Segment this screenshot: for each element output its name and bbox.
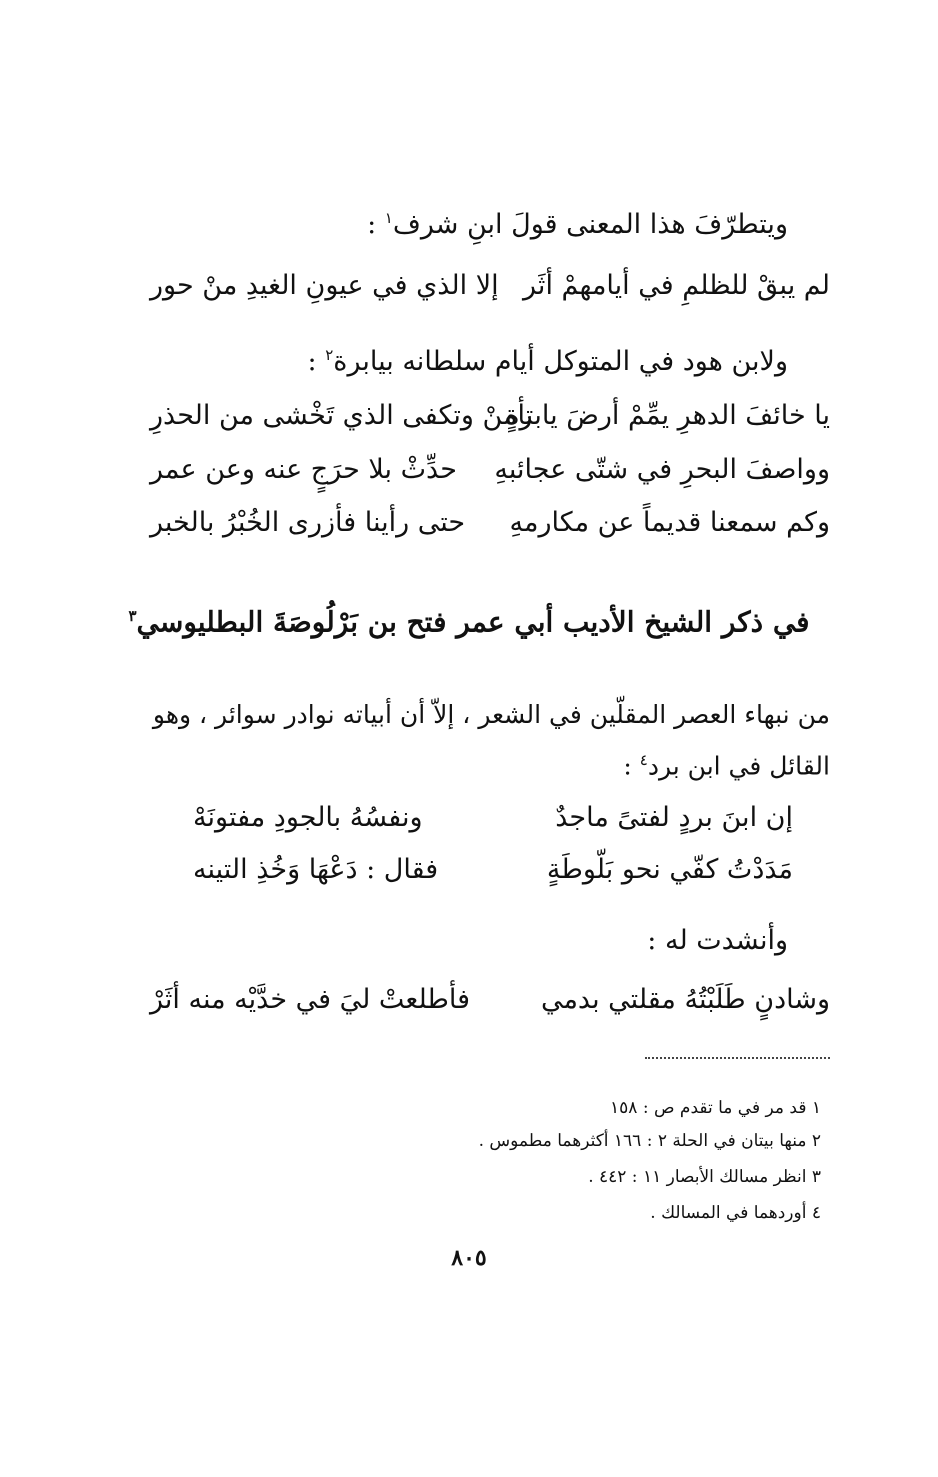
verse-second-hemistich: حتى رأينا فأزرى الخُبْرُ بالخبر [150, 507, 466, 538]
intro-text: ويتطرّفَ هذا المعنى قولَ ابنِ شرف [392, 209, 788, 240]
verse-first-hemistich: وشادنٍ طَلَبْتُهُ مقلتي بدمي [540, 984, 830, 1015]
verse-first-hemistich: يا خائفَ الدهرِ يمِّمْ أرضَ يابرةٍ [505, 400, 830, 431]
verse-line [150, 268, 830, 304]
verse-second-hemistich: فقال : دَعْهَا وَخُذِ التينه [193, 854, 439, 885]
paragraph-line-1 [153, 697, 830, 733]
paragraph-line-2 [623, 742, 830, 784]
verse-first-hemistich: لم يبقْ للظلمِ في أيامهمْ أثَر [523, 270, 830, 301]
intro-line-ibn-hud [308, 337, 788, 380]
intro-text: ولابن هود في المتوكل أيام سلطانه بيابرة [333, 346, 788, 377]
footnote-2: ٢ منها بيتان في الحلة ٢ : ١٦٦ أكثرهما مطموس . [478, 1131, 821, 1151]
footnote-3: ٣ انظر مسالك الأبصار ١١ : ٤٤٢ . [588, 1167, 821, 1187]
verse-second-hemistich: تأمنْ وتكفى الذي تَخْشى من الحذرِ [150, 400, 534, 431]
footnote-ref: ٣ [128, 607, 137, 625]
verse-first-hemistich: وكم سمعنا قديماً عن مكارمهِ [509, 507, 830, 538]
verse-line [150, 452, 830, 488]
verse-line [193, 800, 793, 836]
verse-second-hemistich: فأطلعتْ ليَ في خدَّيْه منه أثَرْ [150, 984, 471, 1015]
verse-second-hemistich: حدِّثْ بلا حرَجٍ عنه وعن عمر [150, 454, 457, 485]
verse-line [150, 505, 830, 541]
intro-text: وأنشدت له : [647, 925, 788, 956]
verse-second-hemistich: ونفسُهُ بالجودِ مفتونَهْ [193, 802, 423, 833]
verse-second-hemistich: إلا الذي في عيونِ الغيدِ منْ حور [150, 270, 499, 301]
footnote-4: ٤ أوردهما في المسالك . [650, 1203, 821, 1223]
footnote-ref: ٢ [325, 346, 334, 364]
intro-line-ibn-sharaf [367, 200, 788, 243]
heading-text: في ذكر الشيخ الأديب أبي عمر فتح بن بَرْلُوصَةَ البطليوسي [136, 605, 810, 639]
verse-first-hemistich: مَدَدْتُ كفّي نحو بَلّوطَةٍ [546, 854, 793, 885]
footnote-divider [645, 1057, 830, 1059]
intro-colon: : [367, 209, 385, 240]
intro-line-recited [647, 923, 788, 959]
section-heading [0, 597, 938, 641]
verse-line [193, 852, 793, 888]
verse-first-hemistich: إن ابنَ بردٍ لفتىً ماجدٌ [555, 802, 793, 833]
page-number: ٨٠٥ [451, 1245, 487, 1271]
verse-first-hemistich: وواصفَ البحرِ في شتّى عجائبهِ [494, 454, 830, 485]
verse-line [150, 982, 830, 1018]
paragraph-text: القائل في ابن برد [647, 751, 830, 781]
footnote-ref: ٤ [639, 751, 648, 769]
intro-colon: : [307, 346, 326, 377]
paragraph-text: من نبهاء العصر المقلّين في الشعر ، إلاّ أن أبياته نوادر سوائر ، وهو [152, 700, 830, 729]
verse-line [150, 398, 830, 434]
paragraph-colon: : [623, 751, 640, 781]
footnote-1: ١ قد مر في ما تقدم ص : ١٥٨ [610, 1098, 821, 1118]
footnote-ref: ١ [384, 209, 393, 227]
